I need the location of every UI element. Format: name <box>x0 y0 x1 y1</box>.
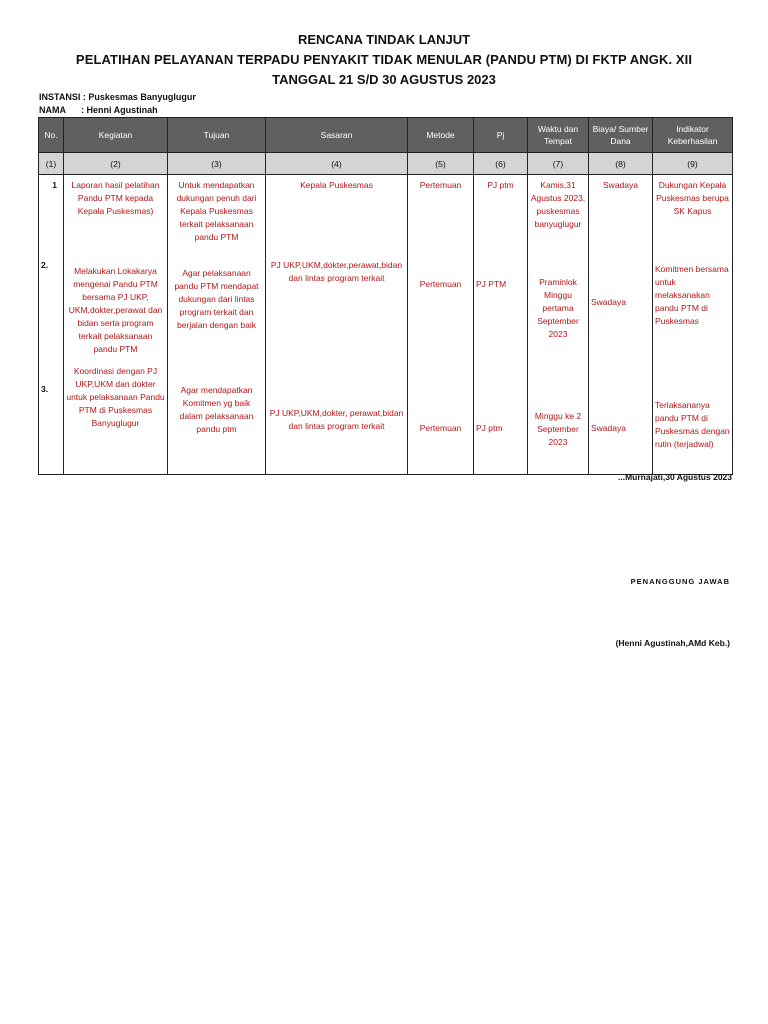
cell-sasaran: PJ UKP,UKM,dokter, perawat,bidan dan lintas program terkait <box>266 361 408 475</box>
col-number: (6) <box>474 153 528 175</box>
cell-indikator: Komitmen bersama untuk melaksanakan pandu PTM di Puskesmas <box>653 259 733 361</box>
col-header-no: No. <box>39 118 64 153</box>
row-number: 1 <box>39 175 64 259</box>
nama-label: NAMA <box>39 105 66 115</box>
nama-value: : Henni Agustinah <box>81 105 158 115</box>
cell-kegiatan: Laporan hasil pelatihan Pandu PTM kepada Kepala Puskesmas) <box>64 175 168 259</box>
col-header-tujuan: Tujuan <box>168 118 266 153</box>
document-title-block <box>0 30 768 90</box>
row-number: 3. <box>39 361 64 475</box>
identity-block <box>39 91 196 117</box>
instansi-label: INSTANSI : Puskesmas Banyuglugur <box>39 92 196 102</box>
cell-metode: Pertemuan <box>408 361 474 475</box>
title-line-1: RENCANA TINDAK LANJUT <box>297 32 471 47</box>
col-number: (7) <box>528 153 589 175</box>
cell-tujuan: Untuk mendapatkan dukungan penuh dari Kepala Puskesmas terkait pelaksanaan pandu PTM <box>168 175 266 259</box>
cell-tujuan: Agar pelaksanaan pandu PTM mendapat dukungan dari lintas program terkait dan berjalan dengan baik <box>168 259 266 361</box>
cell-waktu: Praminlok Minggu pertama September 2023 <box>528 259 589 361</box>
cell-biaya: Swadaya <box>589 175 653 259</box>
table-header-row <box>39 118 733 153</box>
cell-indikator: Terlaksananya pandu PTM di Puskesmas dengan rutin (terjadwal) <box>653 361 733 475</box>
col-header-pj: Pj <box>474 118 528 153</box>
col-number: (8) <box>589 153 653 175</box>
cell-metode: Pertemuan <box>408 259 474 361</box>
cell-pj: PJ ptm <box>474 175 528 259</box>
cell-kegiatan: Melakukan Lokakarya mengenai Pandu PTM bersama PJ UKP, UKM,dokter,perawat dan bidan serta program terkait pelaksanaan pandu PTM <box>64 259 168 361</box>
title-line-2: PELATIHAN PELAYANAN TERPADU PENYAKIT TIDAK MENULAR (PANDU PTM) DI FKTP ANGK. XII <box>75 52 693 67</box>
signature-role: PENANGGUNG JAWAB <box>630 577 730 586</box>
col-header-sasaran: Sasaran <box>266 118 408 153</box>
col-header-indikator: Indikator Keberhasilan <box>653 118 733 153</box>
col-header-biaya: Biaya/ Sumber Dana <box>589 118 653 153</box>
col-number: (3) <box>168 153 266 175</box>
table-row <box>39 259 733 361</box>
col-header-waktu: Waktu dan Tempat <box>528 118 589 153</box>
cell-tujuan: Agar mendapatkan Komitmen yg baik dalam pelaksanaan pandu ptm <box>168 361 266 475</box>
col-header-kegiatan: Kegiatan <box>64 118 168 153</box>
cell-sasaran: Kepala Puskesmas <box>266 175 408 259</box>
cell-sasaran: PJ UKP,UKM,dokter,perawat,bidan dan lintas program terkait <box>266 259 408 361</box>
place-date: ...Murnajati,30 Agustus 2023 <box>618 472 732 482</box>
signature-name: (Henni Agustinah,AMd Keb.) <box>615 638 730 648</box>
col-number: (1) <box>39 153 64 175</box>
col-number: (4) <box>266 153 408 175</box>
cell-biaya: Swadaya <box>589 259 653 361</box>
cell-biaya: Swadaya <box>589 361 653 475</box>
cell-kegiatan: Koordinasi dengan PJ UKP,UKM dan dokter untuk pelaksanaan Pandu PTM di Puskesmas Banyuglugur <box>64 361 168 475</box>
row-number: 2. <box>39 259 64 361</box>
table-row <box>39 361 733 475</box>
col-number: (9) <box>653 153 733 175</box>
col-number: (2) <box>64 153 168 175</box>
col-header-metode: Metode <box>408 118 474 153</box>
table-row <box>39 175 733 259</box>
cell-indikator: Dukungan Kepala Puskesmas berupa SK Kapus <box>653 175 733 259</box>
col-number: (5) <box>408 153 474 175</box>
cell-metode: Pertemuan <box>408 175 474 259</box>
title-line-3: TANGGAL 21 S/D 30 AGUSTUS 2023 <box>272 72 496 87</box>
column-number-row <box>39 153 733 175</box>
cell-waktu: Minggu ke 2 September 2023 <box>528 361 589 475</box>
plan-table <box>38 117 733 475</box>
cell-pj: PJ PTM <box>474 259 528 361</box>
cell-waktu: Kamis,31 Agustus 2023, puskesmas banyuglugur <box>528 175 589 259</box>
cell-pj: PJ ptm <box>474 361 528 475</box>
